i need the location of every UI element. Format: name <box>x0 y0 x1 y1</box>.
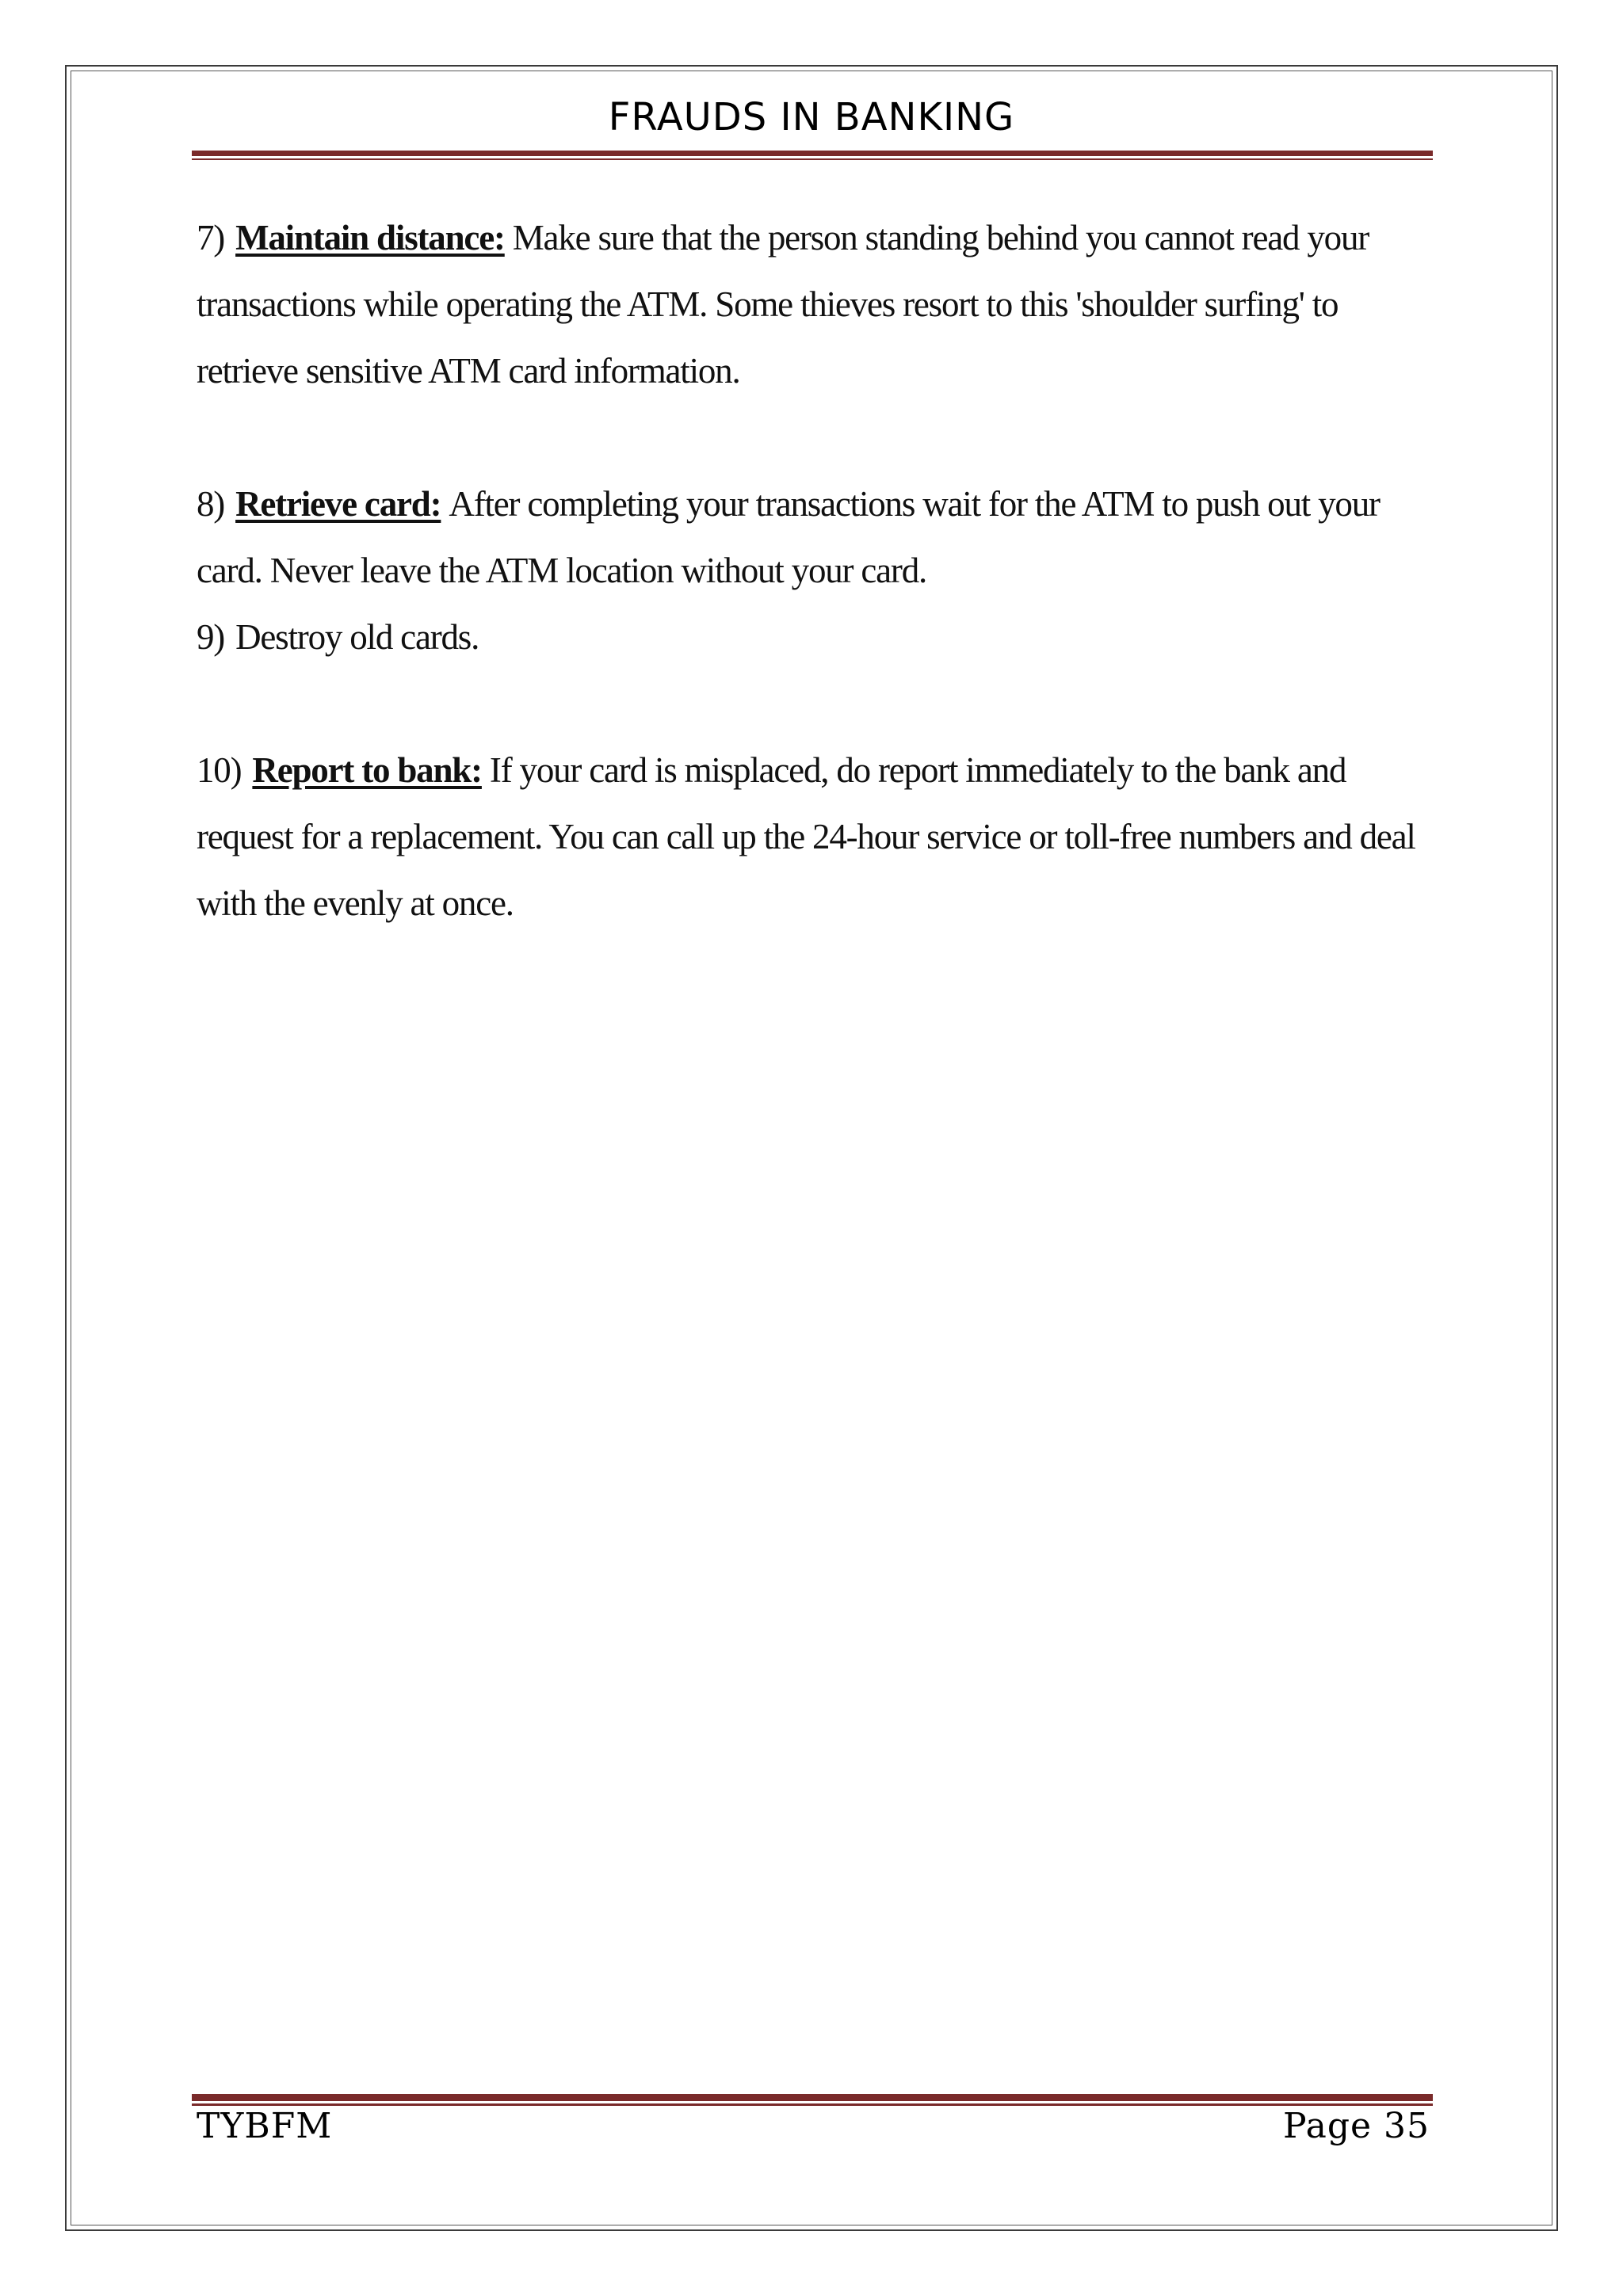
item-number: 10) <box>197 750 242 790</box>
item-number: 8) <box>197 484 225 524</box>
page-header-title: FRAUDS IN BANKING <box>608 95 1015 139</box>
list-item-7 <box>197 204 1433 404</box>
footer-course-label: TYBFM <box>197 2106 333 2146</box>
list-item-10 <box>197 737 1433 936</box>
footer-divider <box>192 2094 1433 2106</box>
paragraph-spacer <box>197 404 1433 471</box>
item-text: Destroy old cards. <box>235 617 479 657</box>
list-item-9 <box>197 604 1433 670</box>
header-divider <box>192 151 1433 160</box>
item-heading: Maintain distance: <box>235 218 505 257</box>
footer-page-number: Page 35 <box>1282 2106 1430 2146</box>
page-content <box>197 204 1433 936</box>
list-item-8 <box>197 471 1433 604</box>
item-text: If your card is misplaced, do report immediately to the bank and request for a replacement. You can call up the 24-hour service or toll-free numbers and deal with the evenly at once. <box>197 750 1415 923</box>
item-text: After completing your transactions wait for the ATM to push out your card. Never leave the ATM location without your card. <box>197 484 1380 590</box>
item-heading: Retrieve card: <box>235 484 441 524</box>
item-number: 9) <box>197 617 225 657</box>
item-heading: Report to bank: <box>252 750 482 790</box>
item-number: 7) <box>197 218 225 257</box>
paragraph-spacer <box>197 670 1433 737</box>
item-text: Make sure that the person standing behind you cannot read your transactions while operating the ATM. Some thieves resort to this 'shoulder surfing' to retrieve sensitive ATM card information. <box>197 218 1369 391</box>
